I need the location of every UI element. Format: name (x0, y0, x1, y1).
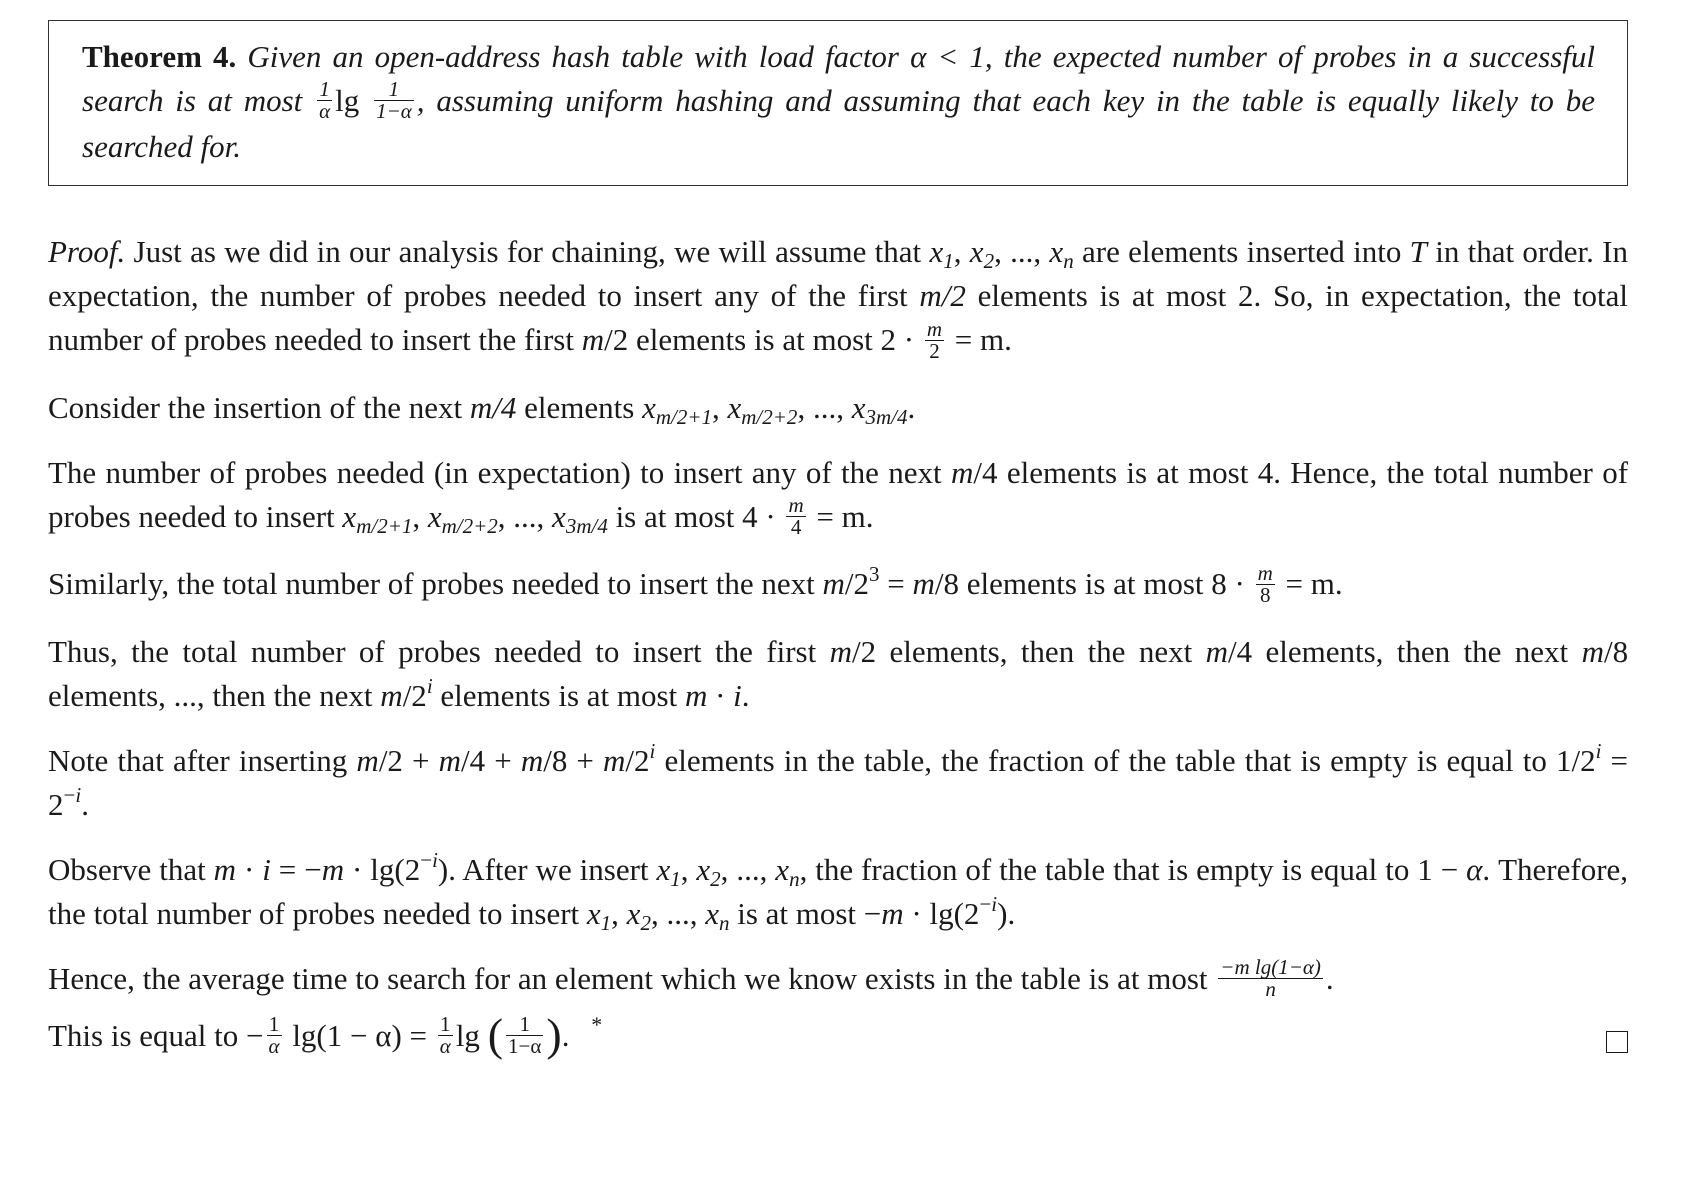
math-m-over-2: m/2 (919, 278, 966, 314)
proof-text: elements, then the next (889, 633, 1193, 669)
math-m-i-equals: $m \cdot i = -m \cdot \lg(2^{-i})$ (213, 847, 449, 887)
math-m-over-4: m/4 (950, 454, 998, 490)
fraction-numerator: 1 (374, 79, 414, 101)
proof-text: elements is at most 4. Hence, the total number of probes needed to insert (48, 454, 1629, 534)
math-m-over-4: m/4 (469, 389, 517, 425)
proof-paragraph-8: Hence, the average time to search for an element which we know exists in the table is at most $\frac{\text{−m lg(1−α)}}{n}$ . This is equal to − $\frac{1}{\alpha}$ lg(1 − α) = $\frac{1}{\alpha}$ lg ( $\frac{1}{1-\alpha}$ ). * (48, 957, 1628, 1061)
proof-text: , the fraction of the table that is empty is equal to 1 − (799, 851, 1459, 887)
fraction-numerator: −m lg(1−α) (1220, 954, 1321, 979)
theorem-lg: lg (335, 83, 360, 118)
math-neg-m-lg: $-m \cdot \lg(2^{-i})$. (863, 891, 1016, 931)
fraction-m-over-8 (1256, 560, 1275, 607)
proof-text: Note that after inserting (48, 742, 348, 778)
proof-text: . Therefore, the total number of probes needed to insert (48, 851, 1629, 931)
fraction-one-over-one-minus-alpha (506, 1014, 543, 1057)
math-sum-of-fractions: $m/2 + m/4 + m/8 + m/2^i$ (356, 738, 656, 778)
proof-label: Proof. (48, 234, 126, 270)
theorem-statement (82, 39, 1595, 164)
proof-paragraph-2 (48, 386, 1628, 430)
proof-text: Similarly, the total number of probes needed to insert the next (48, 566, 815, 602)
proof-text: Just as we did in our analysis for chaining, we will assume that (133, 234, 922, 270)
math-empty-fraction: $1/2^i = 2^{-i}$. (48, 738, 1629, 822)
math-m-over-8: m/8 (1581, 633, 1629, 669)
proof-section (48, 230, 1628, 1060)
math-m-over-4: m/4 (1205, 633, 1253, 669)
fraction-m-over-2 (925, 316, 944, 363)
document-page (48, 20, 1628, 1082)
math-m-over-2: m/2 (581, 322, 629, 358)
footnote-star: * (591, 1011, 603, 1037)
fraction-denominator: 4 (790, 515, 802, 540)
fraction-m-over-4 (786, 495, 805, 538)
math-m-over-2-i: m/2$^i$ (380, 673, 433, 713)
proof-paragraph-3 (48, 451, 1628, 541)
fraction-average-time (1218, 954, 1323, 1001)
proof-paragraph-4 (48, 562, 1628, 608)
theorem-text-2: , assuming uniform hashing and assuming that each key in the table is equally likely to be searched for. (82, 83, 1595, 165)
math-m-over-2: m/2 (829, 633, 877, 669)
fraction-numerator: m (1257, 560, 1273, 585)
fraction-denominator: 8 (1259, 582, 1271, 607)
fraction-numerator: m (788, 493, 804, 518)
math-T: T (1409, 234, 1427, 270)
theorem-text-1: Given an open-address hash table with load factor α < 1, the expected number of probes in a successful search is at most (82, 39, 1596, 118)
proof-paragraph-1 (48, 230, 1628, 364)
fraction-numerator: 1 (267, 1014, 282, 1036)
theorem-heading: Theorem 4. (82, 39, 237, 74)
proof-text: . After we insert (448, 851, 649, 887)
proof-text: elements (524, 389, 635, 425)
proof-text: elements is at most 8 · (966, 566, 1245, 602)
proof-text: is at most 4 · (615, 498, 776, 534)
fraction-denominator: 2 (929, 338, 940, 363)
math-sequence-x-m2-to-3m4: $x_{m/2+1}$, $x_{m/2+2}$, ..., $x_{3m/4}$. (642, 389, 916, 429)
fraction-numerator: 1 (317, 79, 332, 101)
proof-text: elements is at most 2 · (636, 322, 915, 358)
proof-text: elements is at most (440, 677, 678, 713)
fraction-numerator: 1 (506, 1014, 543, 1036)
proof-text: elements in the table, the fraction of the table that is empty is equal to (664, 742, 1547, 778)
proof-paragraph-5 (48, 630, 1628, 718)
math-sequence-x-m2-to-3m4: $x_{m/2+1}$, $x_{m/2+2}$, ..., $x_{3m/4}$ (342, 498, 608, 538)
fraction-one-over-alpha (438, 1014, 453, 1057)
proof-text: elements, ..., then the next (48, 677, 373, 713)
left-paren: ( (487, 1008, 504, 1060)
proof-text: elements is at most 2. So, in expectation, the total number of probes needed to insert the first (48, 278, 1629, 358)
math-sequence-x1-xn: $x_1$, $x_2$, ..., $x_n$ (586, 895, 730, 935)
proof-text: lg(1 − α) = (292, 1017, 428, 1053)
right-paren: ) (546, 1008, 562, 1060)
proof-text: Thus, the total number of probes needed to insert the first (48, 633, 817, 669)
proof-text: Consider the insertion of the next (48, 389, 463, 425)
proof-text: is at most (737, 895, 857, 931)
theorem-fraction-one-over-one-minus-alpha (374, 79, 414, 122)
proof-paragraph-6 (48, 739, 1628, 827)
math-sequence-x1-xn: $x_1$, $x_2$, ..., $x_n$ (929, 234, 1074, 274)
proof-text: elements, then the next (1265, 633, 1569, 669)
theorem-box (48, 20, 1628, 186)
fraction-denominator: α (439, 1034, 451, 1059)
math-sequence-x1-xn: $x_1$, $x_2$, ..., $x_n$ (656, 851, 800, 891)
fraction-numerator: m (926, 316, 943, 341)
qed-box-icon (1606, 1031, 1628, 1053)
fraction-denominator: α (319, 99, 331, 124)
proof-text: Observe that (48, 851, 206, 887)
proof-text: = m. (816, 498, 874, 534)
fraction-denominator: 1−α (376, 99, 412, 124)
proof-text: in that order. In expectation, the number of probes needed to insert any of the first (48, 234, 1629, 314)
proof-paragraph-7 (48, 848, 1628, 936)
fraction-denominator: α (268, 1034, 280, 1059)
fraction-numerator: 1 (438, 1014, 453, 1036)
fraction-one-over-alpha (267, 1014, 282, 1057)
proof-text: Hence, the average time to search for an element which we know exists in the table is at most (48, 960, 1208, 996)
theorem-fraction-one-over-alpha (317, 79, 332, 122)
fraction-denominator: n (1265, 976, 1276, 1001)
fraction-denominator: 1−α (508, 1034, 542, 1059)
math-alpha: α (1466, 851, 1483, 887)
proof-text: = m. (954, 322, 1012, 358)
proof-text: are elements inserted into (1082, 234, 1402, 270)
proof-text: = m. (1285, 566, 1343, 602)
proof-text: The number of probes needed (in expectation) to insert any of the next (48, 454, 942, 490)
proof-text: This is equal to − (48, 1017, 264, 1053)
math-m-times-i: m · i. (684, 677, 750, 713)
math-lg: lg (455, 1017, 480, 1053)
math-m-over-2-cubed: $m/2^3 = m/8$ (822, 562, 960, 602)
